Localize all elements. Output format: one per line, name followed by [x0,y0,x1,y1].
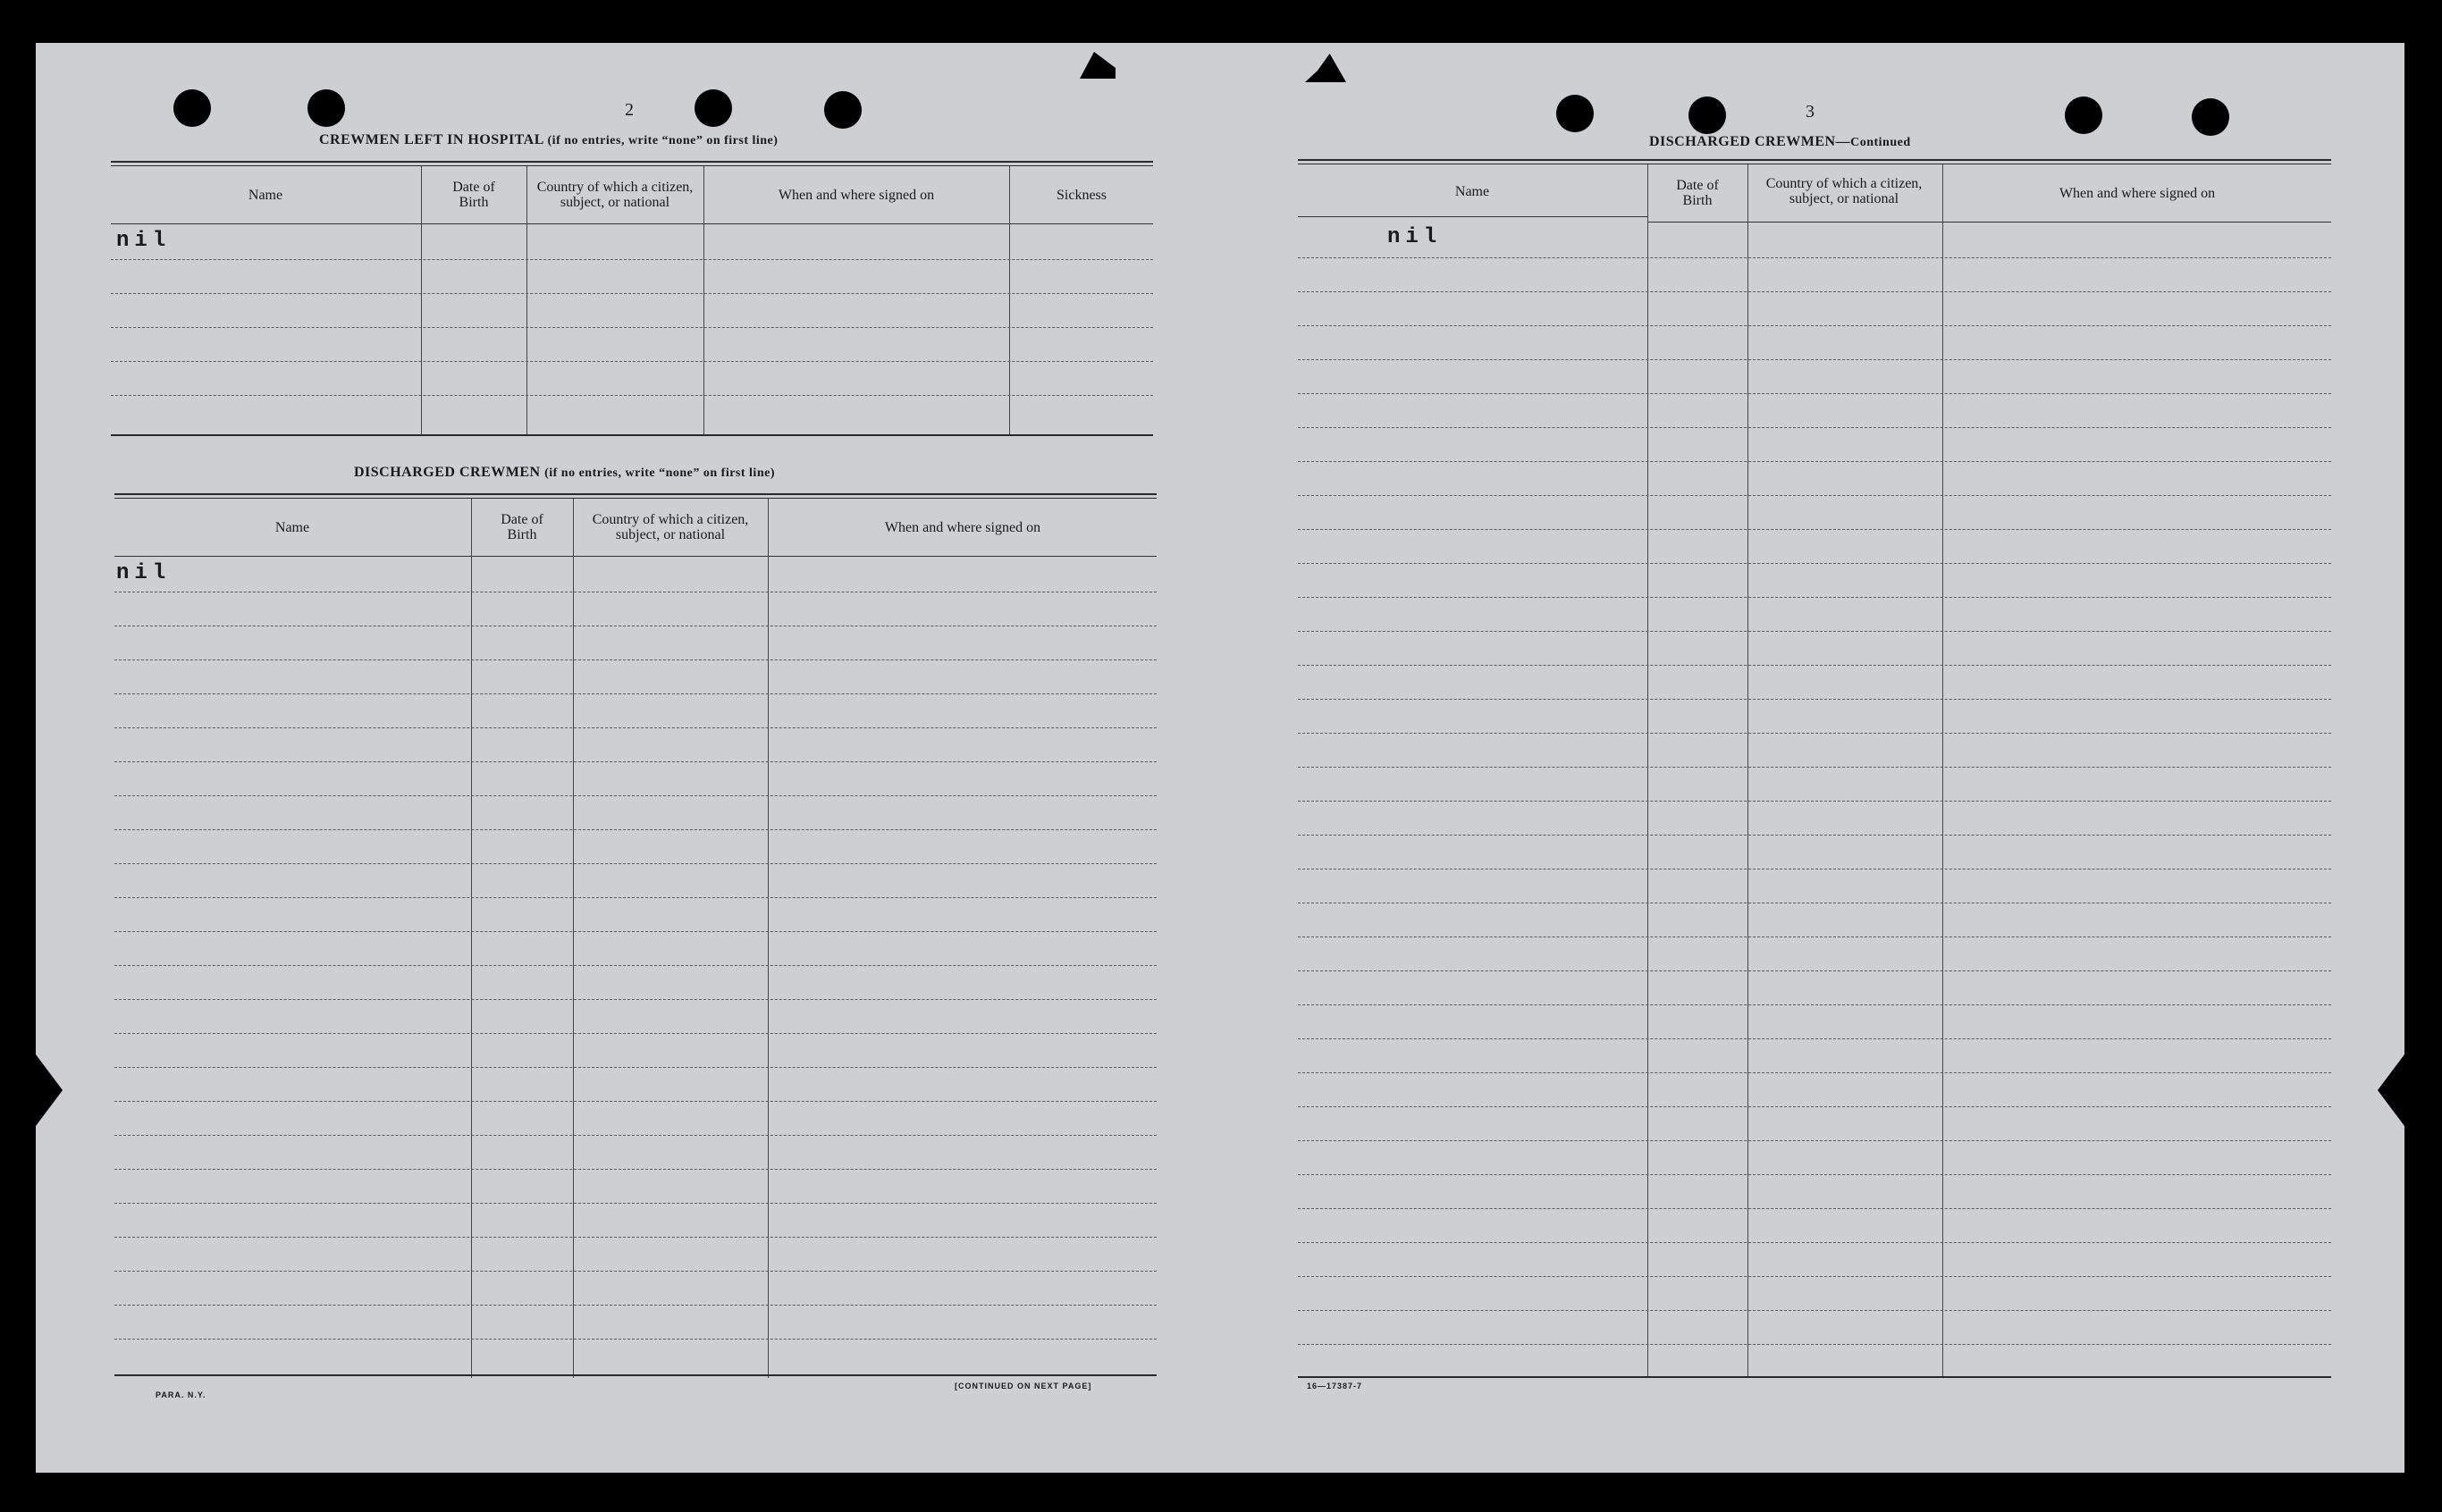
table-row [1298,733,2331,734]
table-row [114,727,1157,728]
page-number-left: 2 [625,100,634,120]
punch-hole [173,89,211,127]
table-row [1298,970,2331,971]
punch-hole [2065,97,2102,134]
table-row [114,863,1157,864]
table-row [1298,699,2331,700]
hospital-section-title [319,132,778,148]
table-row [1298,325,2331,326]
hospital-table [111,161,1153,438]
table-row [1298,1344,2331,1345]
discharged-table-right [1298,159,2331,1378]
page-number-right: 3 [1806,102,1815,122]
table-row [1298,1140,2331,1141]
punch-hole [695,89,732,127]
hospital-entry: nil [116,229,172,253]
table-row [114,999,1157,1000]
table-row [1298,427,2331,428]
punch-hole [1556,95,1594,132]
col-header-signed-on: When and where signed on [778,187,935,203]
table-row [1298,1276,2331,1277]
discharged-entry: nil [116,561,172,585]
col-header-name: Name [248,187,283,203]
hospital-title-instruction: (if no entries, write “none” on first line) [547,134,779,147]
table-row [1298,563,2331,564]
punch-hole [1688,97,1726,134]
table-row [114,761,1157,762]
table-row [114,795,1157,796]
col-header-country: Country of which a citizen, subject, or national [592,512,749,542]
table-row [114,1033,1157,1034]
table-row [1298,359,2331,360]
table-row [114,1305,1157,1306]
col-header-sickness: Sickness [1057,187,1107,203]
table-row [1298,597,2331,598]
discharged-table-left [114,493,1157,1378]
table-row [1298,835,2331,836]
table-row [1298,1208,2331,1209]
table-row [114,1101,1157,1102]
punch-hole [824,91,862,129]
table-row [111,361,1153,362]
table-row [114,659,1157,660]
table-row [1298,665,2331,666]
table-row [114,693,1157,694]
table-row [1298,529,2331,530]
col-header-dob: Date of Birth [501,512,543,542]
col-header-dob: Date of Birth [1676,178,1719,208]
col-header-name: Name [1454,183,1490,199]
col-header-dob: Date of Birth [452,180,495,210]
discharged-title-instruction: (if no entries, write “none” on first line) [544,466,775,480]
col-header-country: Country of which a citizen, subject, or national [1765,176,1923,206]
footer-continued: [CONTINUED ON NEXT PAGE] [955,1382,1092,1390]
table-row [114,1237,1157,1238]
discharged-continued-title-sub: Continued [1850,136,1911,149]
table-row [1298,1174,2331,1175]
table-row [114,1067,1157,1068]
discharged-continued-title-text: DISCHARGED CREWMEN— [1649,134,1851,149]
table-row [1298,291,2331,292]
sheet-notch-left [36,1054,63,1126]
table-row [1298,1242,2331,1243]
table-row [111,327,1153,328]
discharged-continued-entry: nil [1387,225,1443,249]
table-row [114,965,1157,966]
col-header-country: Country of which a citizen, subject, or national [536,180,694,210]
table-row [1298,801,2331,802]
table-row [111,259,1153,260]
col-header-signed-on: When and where signed on [884,519,1041,535]
table-row [1298,1310,2331,1311]
table-row [1298,631,2331,632]
hospital-title-text: CREWMEN LEFT IN HOSPITAL [319,132,544,147]
discharged-section-title [354,465,775,481]
table-row [114,1339,1157,1340]
footer-form-code: 16—17387-7 [1307,1382,1363,1390]
table-row [1298,393,2331,394]
col-header-name: Name [274,519,310,535]
table-row [114,829,1157,830]
table-row [1298,461,2331,462]
table-row [1298,1004,2331,1005]
sheet-notch-right [2378,1054,2404,1126]
punch-hole [307,89,345,127]
table-row [114,897,1157,898]
table-row [1298,1038,2331,1039]
discharged-continued-title [1649,134,1911,150]
table-row [114,1271,1157,1272]
table-row [114,931,1157,932]
table-row [1298,1072,2331,1073]
punch-hole [2192,98,2229,136]
table-row [1298,257,2331,258]
discharged-title-text: DISCHARGED CREWMEN [354,465,541,480]
table-row [114,1169,1157,1170]
table-row [114,1203,1157,1204]
table-row [114,1135,1157,1136]
footer-printer-mark: PARA. N.Y. [156,1390,206,1399]
table-row [1298,767,2331,768]
table-row [111,395,1153,396]
table-row [1298,495,2331,496]
table-row [111,293,1153,294]
table-row [1298,1106,2331,1107]
col-header-signed-on: When and where signed on [2059,185,2216,201]
